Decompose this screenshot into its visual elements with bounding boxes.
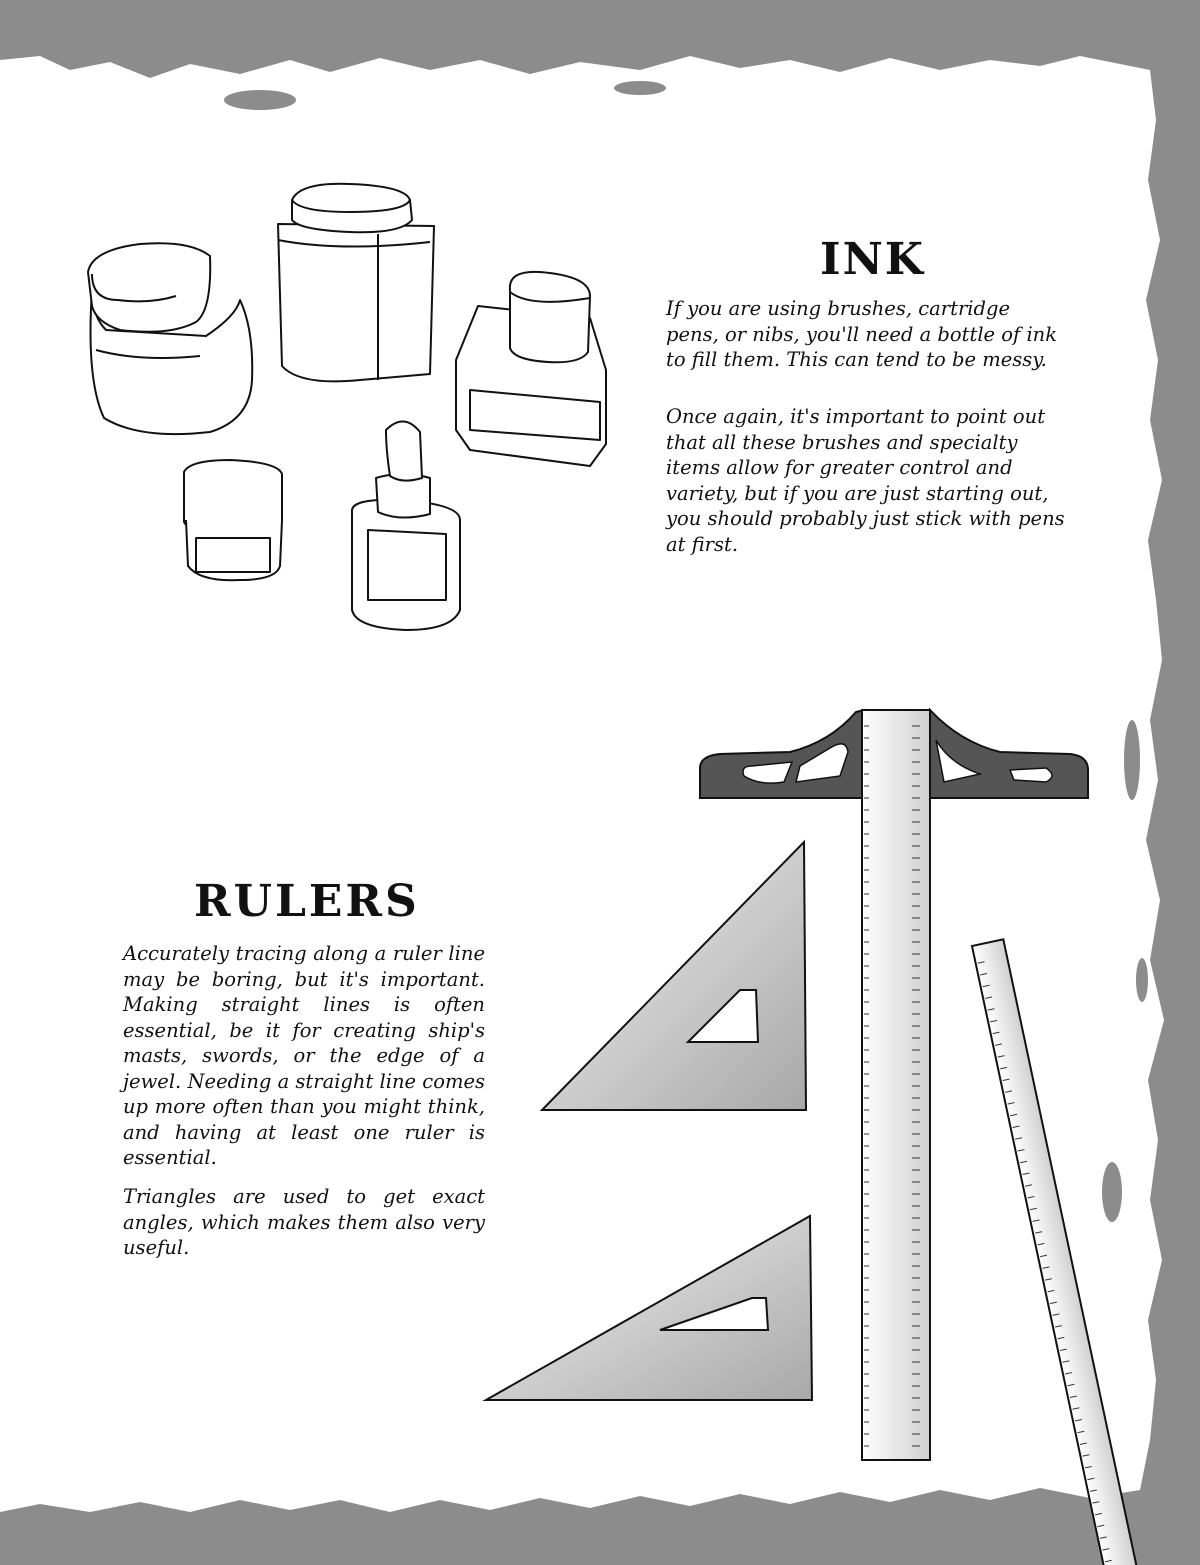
ink-paragraph-1: If you are using brushes, cartridge pens, or nibs, you'll need a bottle of ink to fill them. This can tend to be messy. (666, 297, 1058, 371)
large-triangle (542, 842, 806, 1110)
small-ruler (972, 939, 1149, 1565)
small-triangle (486, 1216, 812, 1400)
rulers-paragraph-1: Accurately tracing along a ruler line may be boring, but it's important. Making straight lines is often essential, be it for creating ship's masts, swords, or the edge of a jewel. Needing a straight line comes up more often than you might think, and having at least one ruler is essential. (123, 942, 485, 1169)
rulers-heading: RULERS (194, 876, 420, 927)
ink-paragraph-2: Once again, it's important to point out that all these brushes and specialty items allow for greater control and variety, but if you are just starting out, you should probably just stick with pens at first. (666, 405, 1065, 556)
ink-heading: INK (820, 234, 926, 285)
rulers-paragraph-2: Triangles are used to get exact angles, which makes them also very useful. (123, 1185, 485, 1259)
